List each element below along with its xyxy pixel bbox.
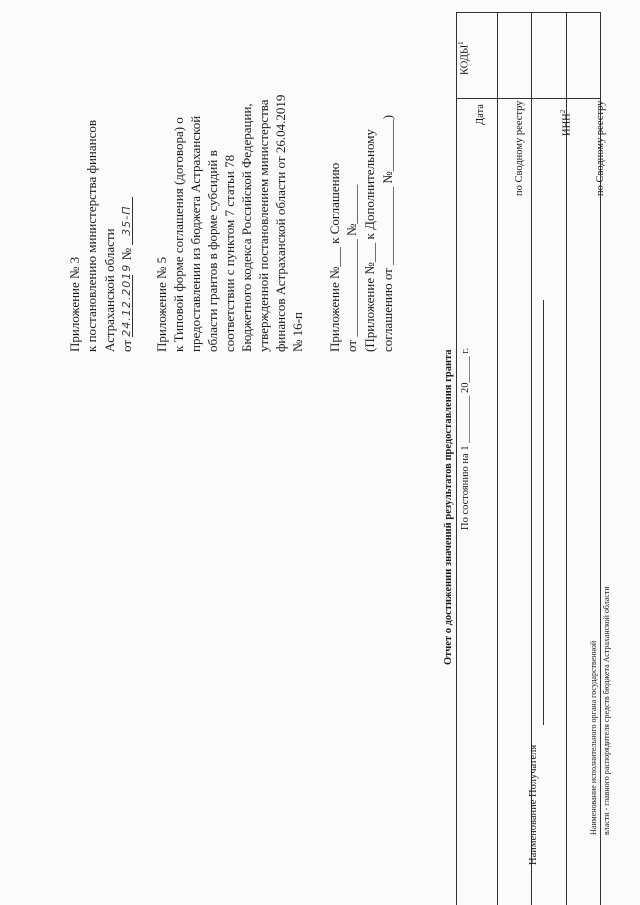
appendix3-num-prefix: № xyxy=(119,247,134,261)
appendix3-line2: Астраханской области xyxy=(102,228,117,352)
appendix3-date-prefix: от xyxy=(119,339,134,352)
appendix5-line: Бюджетного кодекса Российской Федерации, xyxy=(239,103,254,352)
appendix5-line: № 16-п xyxy=(290,312,305,352)
appendix5-line: соответствии с пунктом 7 статьи 78 xyxy=(222,154,237,352)
inn-label-sup: 2 xyxy=(559,109,567,114)
inn-label xyxy=(560,110,573,136)
report-as-of: По состоянию на 1 _________ 20_____ г. xyxy=(460,347,471,530)
svod-reestr-label-2: по Сводному реестру xyxy=(595,100,606,196)
codes-table-inner-divider xyxy=(566,12,567,905)
codes-header-sup: 1 xyxy=(457,41,465,45)
appendix5-line: предоставлении из бюджета Астраханской xyxy=(188,115,203,352)
date-label: Дата xyxy=(475,104,486,125)
appendix3-date-handwritten: 24.12.2019 xyxy=(120,263,133,337)
inn-label-text: ИНН xyxy=(561,113,573,136)
authority-line1: Наименование исполнительного органа государственной xyxy=(589,640,598,835)
appendix5-line: финансов Астраханской области от 26.04.2019 xyxy=(273,94,288,352)
appendix3-title: Приложение № 3 xyxy=(67,256,82,352)
appendix3-num-handwritten: 35-П xyxy=(121,197,133,245)
codes-table-top-border xyxy=(456,12,601,13)
appendix5-line: утвержденной постановлением министерства xyxy=(256,99,271,352)
appendix5-line: области грантов в форме субсидий в xyxy=(205,150,220,352)
agreement-line4: соглашению от ____________ №________) xyxy=(380,114,395,352)
authority-line2: власти - главного распорядителя средств бюджета Астраханской области xyxy=(602,586,611,835)
appendix3-date-row xyxy=(120,197,133,352)
codes-table-inner-divider xyxy=(497,12,498,905)
agreement-line2: от _______________ №______ xyxy=(344,184,359,352)
agreement-line3: (Приложение №___ к Дополнительному xyxy=(362,129,377,352)
codes-header xyxy=(458,41,471,75)
agreement-line1: Приложение №___ к Соглашению xyxy=(327,162,342,352)
codes-table-header-divider xyxy=(456,98,601,99)
appendix3-line1: к постановлению министерства финансов xyxy=(84,119,99,352)
codes-table-left-border xyxy=(456,12,457,905)
appendix5-title: Приложение № 5 xyxy=(154,256,169,352)
codes-header-text: КОДЫ xyxy=(459,44,471,75)
report-title: Отчет о достижении значений результатов предоставления гранта xyxy=(443,349,454,665)
recipient-underline xyxy=(543,300,544,725)
svod-reestr-label-1: по Сводному реестру xyxy=(514,100,525,196)
recipient-label: Наименование Получателя xyxy=(528,744,539,865)
appendix5-line: к Типовой форме соглашения (договора) о xyxy=(171,117,186,352)
